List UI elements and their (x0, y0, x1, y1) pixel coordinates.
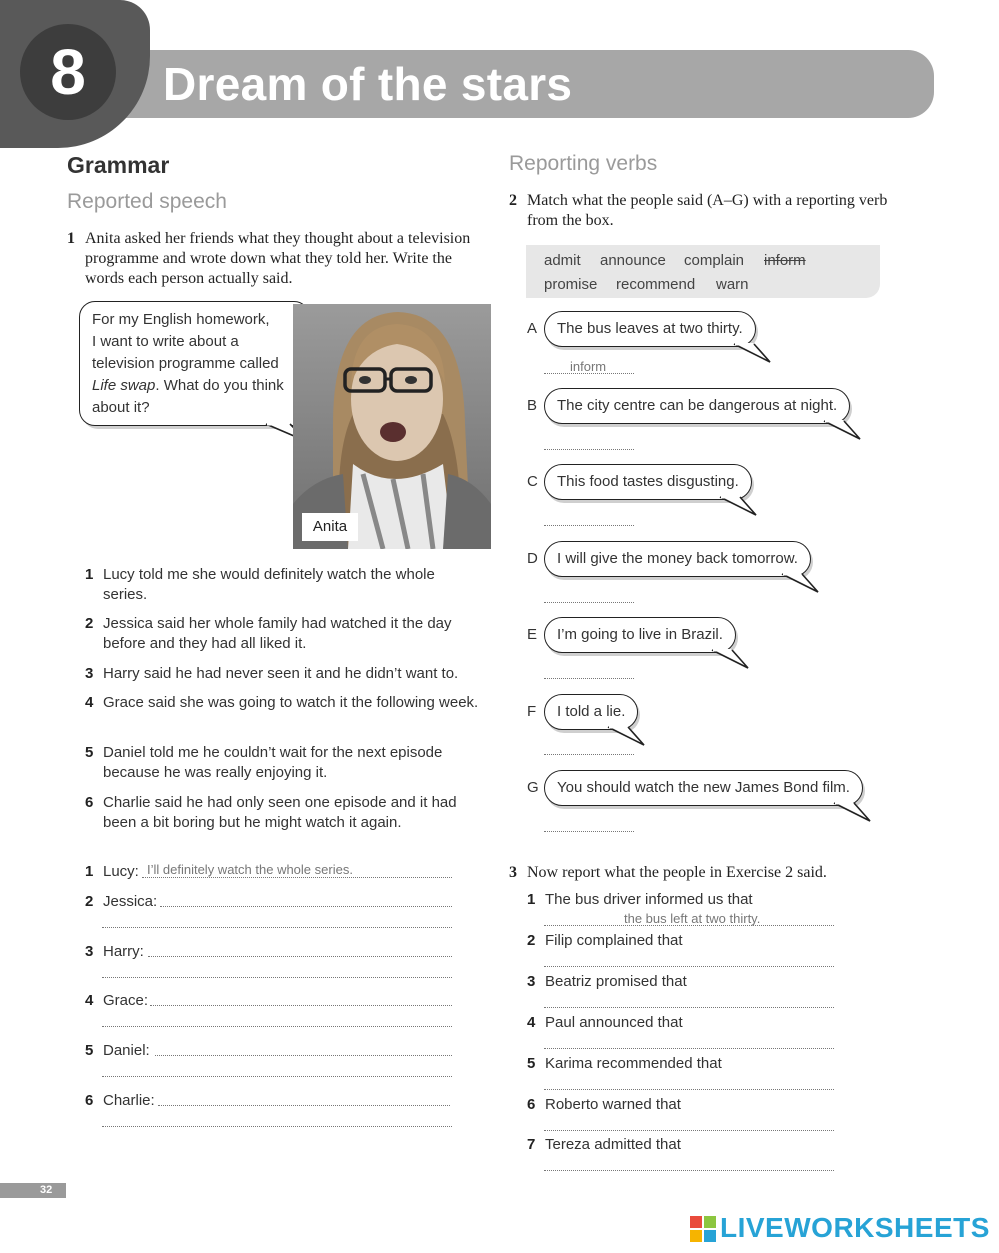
bubble-tail (820, 420, 866, 442)
bubble-tail (708, 649, 754, 671)
statement-number: 6 (85, 794, 94, 811)
answer-line[interactable] (160, 906, 452, 907)
report-number: 5 (527, 1055, 536, 1072)
answer-line[interactable] (158, 1105, 450, 1106)
report-item (527, 1013, 683, 1033)
answer-number: 4 (85, 992, 94, 1009)
statement-number: 5 (85, 744, 94, 761)
quote-bubble: I’m going to live in Brazil. (544, 617, 736, 653)
answer-line[interactable] (544, 373, 634, 374)
quote-bubble: The city centre can be dangerous at night. (544, 388, 850, 424)
bubble-line-1: For my English homework, (92, 311, 270, 328)
answer-label: Lucy: (103, 863, 139, 880)
quote-answer: inform (570, 359, 607, 374)
report-number: 7 (527, 1136, 536, 1153)
answer-line[interactable] (148, 956, 452, 957)
answer-line[interactable] (150, 1005, 452, 1006)
report-example: the bus left at two thirty. (624, 911, 761, 926)
exercise3-instruction (509, 863, 919, 883)
answer-label-row (85, 892, 157, 912)
statement-number: 3 (85, 665, 94, 682)
report-text: Beatriz promised that (545, 973, 687, 990)
liveworksheets-logo-icon (690, 1216, 716, 1242)
report-text: Roberto warned that (545, 1096, 681, 1113)
word-admit: admit (544, 252, 581, 269)
answer-label-row (85, 942, 144, 962)
answer-line[interactable] (544, 449, 634, 450)
answer-line[interactable] (544, 754, 634, 755)
quote-letter: E (527, 626, 538, 643)
bubble-line-3: television programme called (92, 355, 279, 372)
answer-number: 6 (85, 1092, 94, 1109)
quote-letter: C (527, 473, 538, 490)
answer-label-row (85, 1041, 150, 1061)
statement-text: Jessica said her whole family had watched it the day before and they had all liked it. (103, 615, 452, 652)
anita-label: Anita (302, 513, 358, 541)
statement-item (85, 743, 480, 783)
bubble-tail (830, 802, 876, 824)
answer-line[interactable] (142, 877, 452, 878)
page-number: 32 (40, 1184, 53, 1196)
answer-label: Charlie: (103, 1092, 155, 1109)
statement-item (85, 565, 480, 605)
exercise1-number: 1 (67, 230, 75, 247)
quote-letter: D (527, 550, 538, 567)
answer-line[interactable] (102, 927, 452, 928)
bubble-tail (778, 573, 824, 595)
answer-label: Harry: (103, 943, 144, 960)
report-text: Paul announced that (545, 1014, 683, 1031)
answer-label: Daniel: (103, 1042, 150, 1059)
exercise2-number: 2 (509, 192, 517, 209)
quote-bubble: I told a lie. (544, 694, 638, 730)
answer-line[interactable] (102, 1026, 452, 1027)
bubble-tail (604, 726, 650, 748)
answer-line[interactable] (544, 1048, 834, 1049)
page-tab (0, 1183, 66, 1198)
answer-line[interactable] (544, 831, 634, 832)
bubble-line-4-rest: . What do you think (155, 377, 284, 394)
grammar-heading: Grammar (67, 152, 170, 178)
statement-item (85, 664, 480, 684)
word-announce: announce (600, 252, 666, 269)
exercise1-instruction (67, 229, 479, 289)
bubble-line-2: I want to write about a (92, 333, 239, 350)
answer-line[interactable] (544, 1170, 834, 1171)
answer-number: 5 (85, 1042, 94, 1059)
bubble-tail (716, 496, 762, 518)
word-warn: warn (716, 276, 749, 293)
anita-speech-bubble (79, 301, 310, 426)
quote-letter: B (527, 397, 538, 414)
bubble-italic-title: Life swap (92, 377, 156, 394)
answer-line[interactable] (544, 1007, 834, 1008)
brand-name[interactable]: LIVEWORKSHEETS (720, 1212, 990, 1243)
bubble-line-4 (92, 375, 297, 397)
answer-line[interactable] (544, 602, 634, 603)
word-complain: complain (684, 252, 745, 269)
quote-letter: A (527, 320, 538, 337)
bubble-tail (730, 343, 776, 365)
answer-line[interactable] (155, 1055, 452, 1056)
report-number: 6 (527, 1096, 536, 1113)
answer-number: 1 (85, 863, 94, 880)
answer-line[interactable] (544, 925, 834, 926)
answer-line[interactable] (544, 1130, 834, 1131)
exercise1-text: Anita asked her friends what they thought about a television programme and wrote down what they told her. Write the words each person actually said. (85, 230, 471, 287)
statement-number: 2 (85, 615, 94, 632)
report-item (527, 1095, 681, 1115)
statement-item (85, 693, 480, 713)
exercise3-text: Now report what the people in Exercise 2 said. (527, 864, 827, 881)
answer-number: 3 (85, 943, 94, 960)
answer-label-row (85, 862, 139, 882)
report-item (527, 890, 753, 910)
statement-text: Charlie said he had only seen one episode and it had been a bit boring but he might watch it again. (103, 794, 457, 831)
statement-text: Daniel told me he couldn’t wait for the next episode because he was really enjoying it. (103, 744, 443, 781)
statement-text: Lucy told me she would definitely watch the whole series. (103, 566, 435, 603)
report-text: The bus driver informed us that (545, 891, 753, 908)
answer-label-row (85, 991, 148, 1011)
report-text: Tereza admitted that (545, 1136, 681, 1153)
statement-text: Grace said she was going to watch it the following week. (103, 694, 479, 711)
unit-number: 8 (50, 36, 86, 108)
answer-example: I’ll definitely watch the whole series. (147, 862, 353, 877)
reporting-verbs-subheading: Reporting verbs (509, 152, 658, 175)
report-item (527, 1135, 681, 1155)
answer-label: Jessica: (103, 893, 158, 910)
statement-number: 1 (85, 566, 94, 583)
exercise2-instruction (509, 191, 919, 231)
report-item (527, 972, 687, 992)
answer-label-row (85, 1091, 155, 1111)
answer-line[interactable] (102, 977, 452, 978)
quote-bubble: This food tastes disgusting. (544, 464, 752, 500)
statement-item (85, 614, 480, 654)
answer-line[interactable] (102, 1076, 452, 1077)
quote-letter: G (527, 779, 539, 796)
answer-line[interactable] (544, 678, 634, 679)
report-number: 3 (527, 973, 536, 990)
statement-number: 4 (85, 694, 94, 711)
report-item (527, 1054, 722, 1074)
quote-letter: F (527, 703, 537, 720)
page-title: Dream of the stars (163, 58, 573, 110)
statement-text: Harry said he had never seen it and he didn’t want to. (103, 665, 459, 682)
reported-speech-subheading: Reported speech (67, 190, 227, 213)
statement-item (85, 793, 480, 833)
answer-line[interactable] (544, 1089, 834, 1090)
report-item (527, 931, 683, 951)
quote-bubble: You should watch the new James Bond film. (544, 770, 863, 806)
quote-bubble: I will give the money back tomorrow. (544, 541, 811, 577)
word-inform: inform (764, 252, 806, 269)
report-text: Filip complained that (545, 932, 683, 949)
exercise3-number: 3 (509, 864, 517, 881)
quote-bubble: The bus leaves at two thirty. (544, 311, 756, 347)
report-number: 2 (527, 932, 536, 949)
report-number: 4 (527, 1014, 536, 1031)
answer-label: Grace: (103, 992, 149, 1009)
bubble-line-5: about it? (92, 399, 150, 416)
report-number: 1 (527, 891, 536, 908)
answer-line[interactable] (102, 1126, 452, 1127)
report-text: Karima recommended that (545, 1055, 722, 1072)
word-promise: promise (544, 276, 598, 293)
answer-line[interactable] (544, 966, 834, 967)
answer-line[interactable] (544, 525, 634, 526)
word-recommend: recommend (616, 276, 696, 293)
exercise2-text: Match what the people said (A–G) with a reporting verb from the box. (527, 192, 888, 229)
answer-number: 2 (85, 893, 94, 910)
